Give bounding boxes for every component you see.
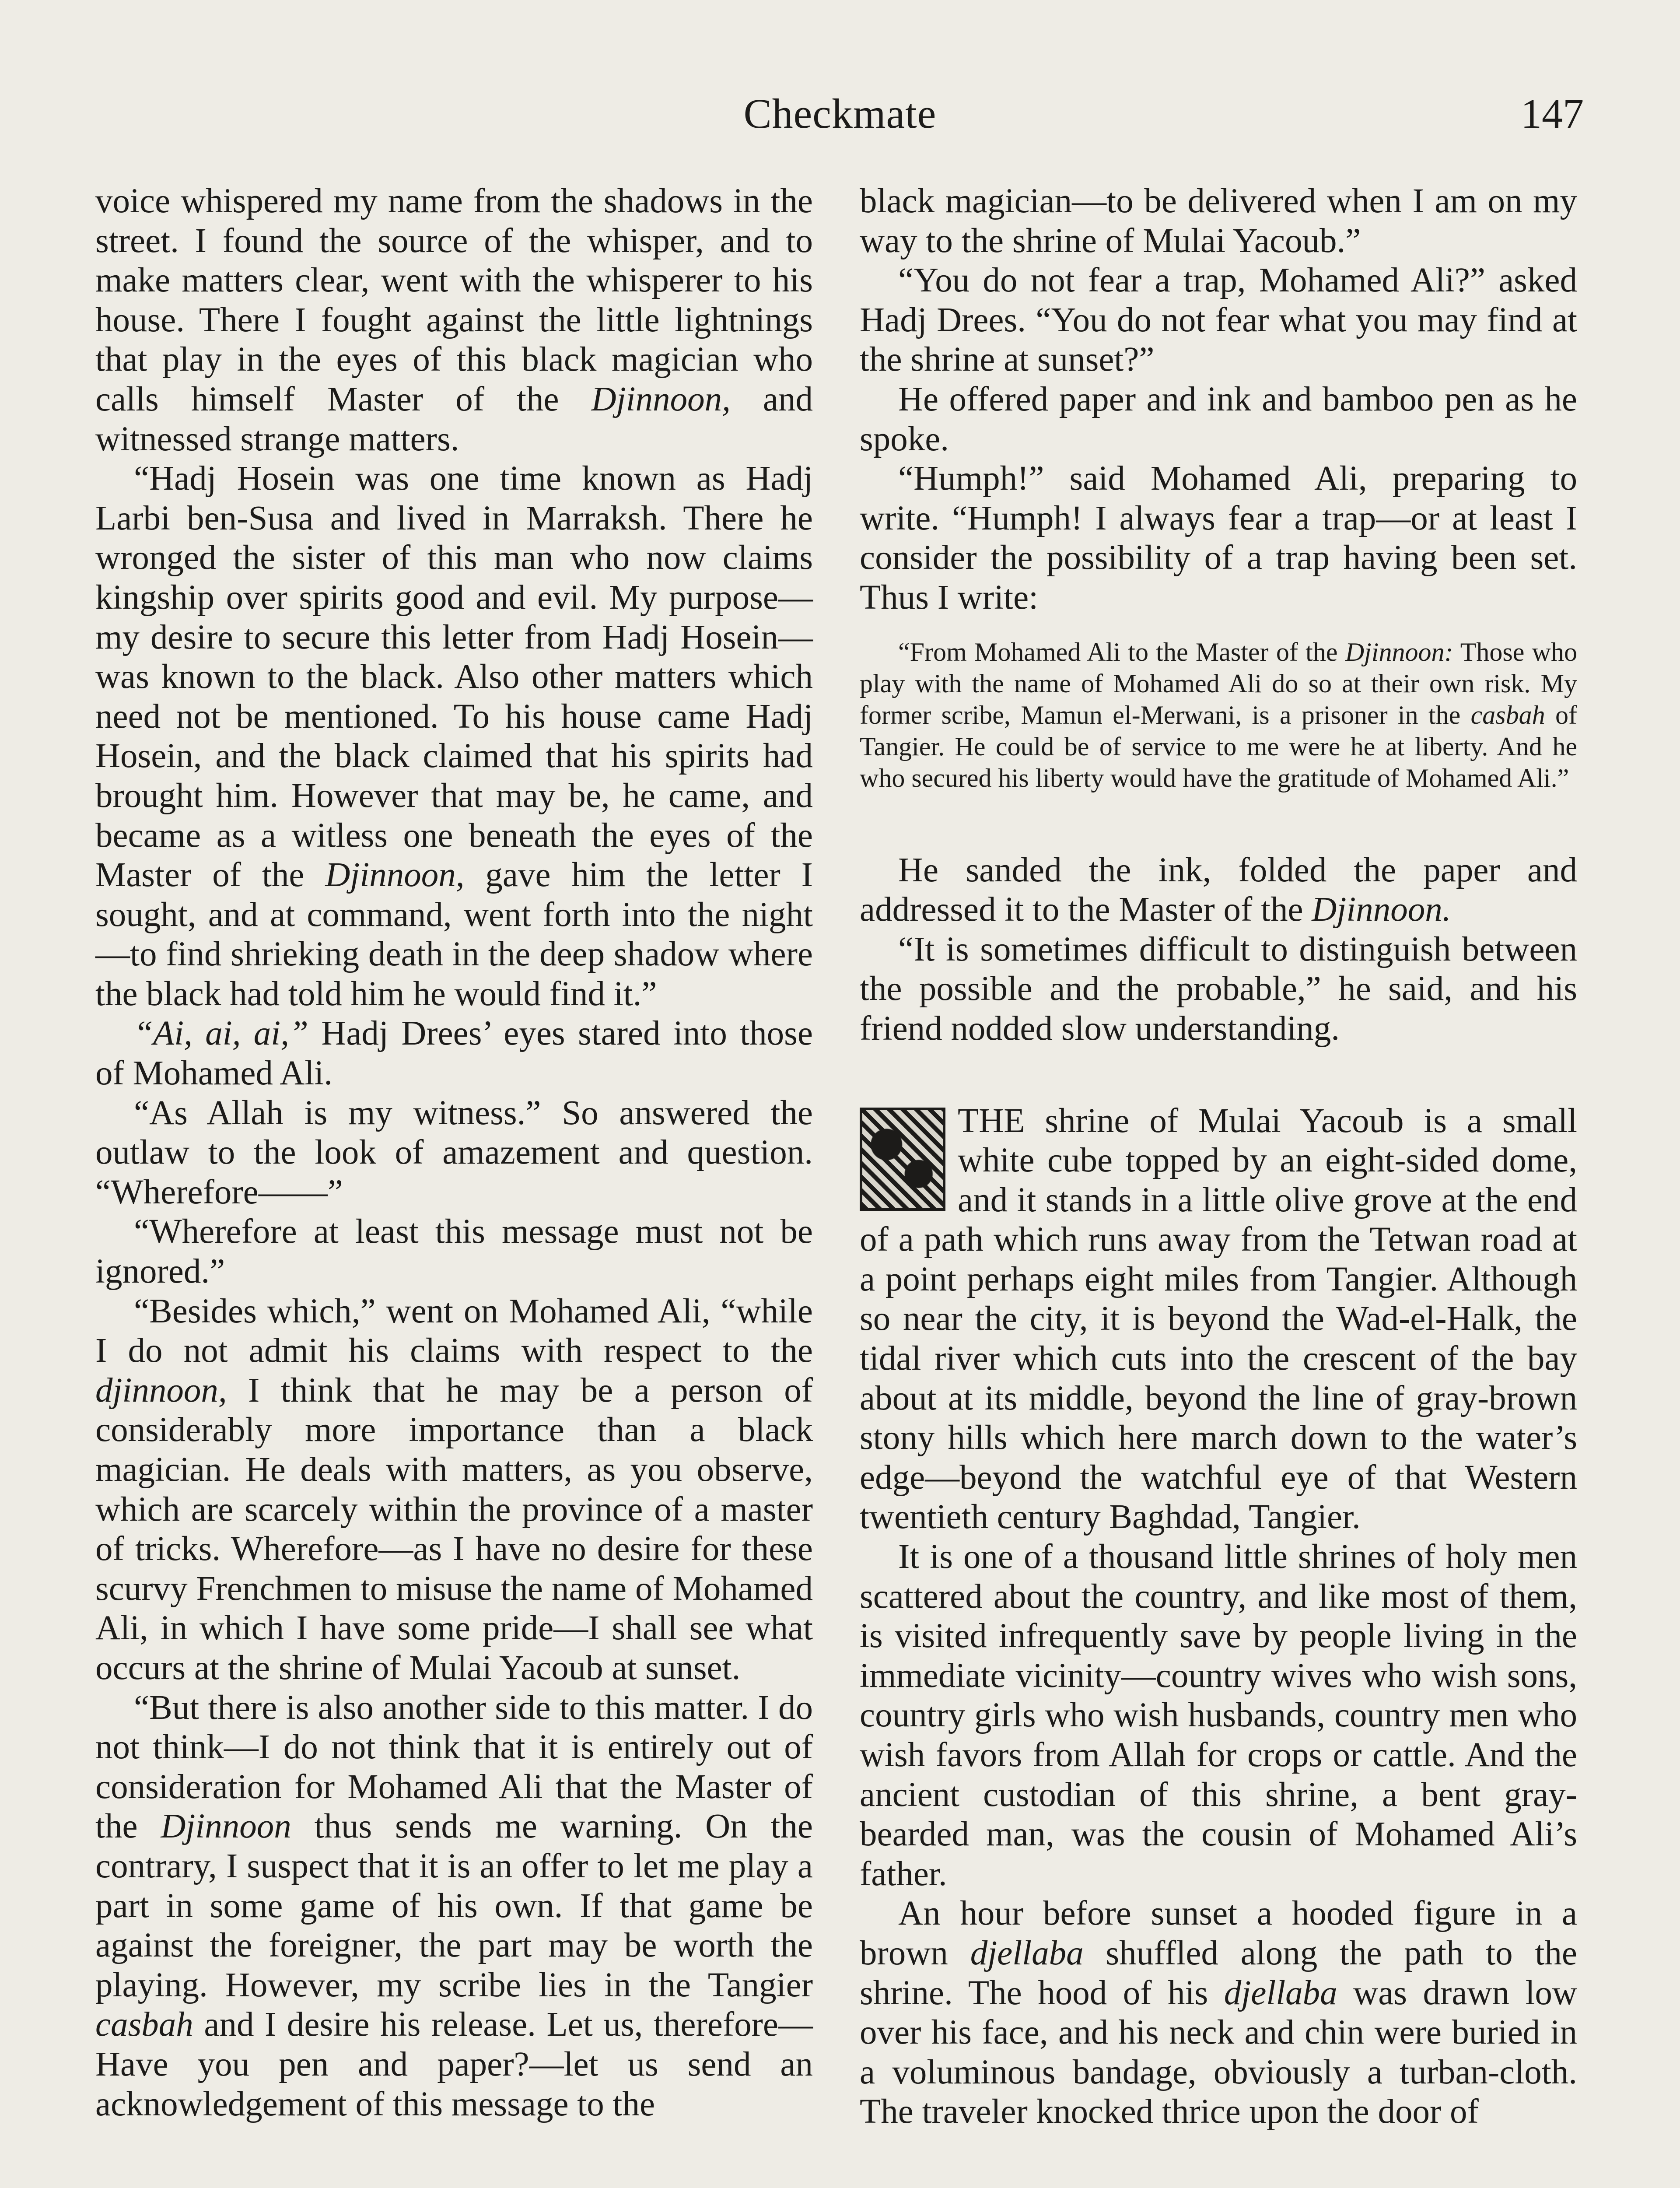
paragraph: “You do not fear a trap, Mohamed Ali?” asked Hadj Drees. “You do not fear what you may find at the shrine at sunset?” — [860, 261, 1577, 379]
paragraph: voice whispered my name from the shadows in the street. I found the source of the whisper, and to make matters clear, went with the whisperer to his house. There I fought against the little lightnings that play in the eyes of this black magician who calls himself Master of the Djinnoon, and witnessed strange matters. — [95, 182, 813, 458]
paragraph: “Wherefore at least this message must not be ignored.” — [95, 1213, 813, 1291]
paragraph: “As Allah is my witness.” So answered the outlaw to the look of amazement and question. “Wherefore——” — [95, 1094, 813, 1211]
quoted-letter: “From Mohamed Ali to the Master of the Djinnoon: Those who play with the name of Mohamed Ali do so at their own risk. My former scribe, Mamun el-Merwani, is a prisoner in the casbah of Tangier. He could be of service to me were he at liberty. And he who secured his liberty would have the gratitude of Mohamed Ali.” — [860, 637, 1577, 792]
paragraph: “Hadj Hosein was one time known as Hadj Larbi ben-Susa and lived in Marraksh. There he wronged the sister of this man who now claims kingship over spirits good and evil. My purpose—my desire to secure this letter from Hadj Hosein—was known to the black. Also other matters which need not be mentioned. To his house came Hadj Hosein, and the black claimed that his spirits had brought him. However that may be, he came, and became as a witless one beneath the eyes of the Master of the Djinnoon, gave him the letter I sought, and at command, went forth into the night—to find shrieking death in the deep shadow where the black had told him he would find it.” — [95, 459, 813, 1013]
paragraph: “It is sometimes difficult to distinguish between the possible and the probable,” he said, and his friend nodded slow understanding. — [860, 930, 1577, 1048]
page-header — [96, 85, 1584, 142]
right-column — [860, 182, 1577, 2132]
paragraph: black magician—to be delivered when I am on my way to the shrine of Mulai Yacoub.” — [860, 182, 1577, 260]
section-start — [860, 1101, 1577, 1538]
paragraph: THE shrine of Mulai Yacoub is a small white cube topped by an eight-sided dome, and it stands in a little olive grove at the end of a path which runs away from the Tetwan road at a point perhaps eight miles from Tangier. Although so near the city, it is beyond the Wad-el-Halk, the tidal river which cuts into the crescent of the bay about at its middle, beyond the line of gray-brown stony hills which here march down to the water’s edge—beyond the watchful eye of that Western twentieth century Baghdad, Tangier. — [860, 1101, 1577, 1536]
paragraph: “Besides which,” went on Mohamed Ali, “while I do not admit his claims with respect to the djinnoon, I think that he may be a person of considerably more importance than a black magician. He deals with matters, as you observe, which are scarcely within the province of a master of tricks. Wherefore—as I have no desire for these scurvy Frenchmen to misuse the name of Mohamed Ali, in which I have some pride—I shall see what occurs at the shrine of Mulai Yacoub at sunset. — [95, 1292, 813, 1687]
paragraph: It is one of a thousand little shrines of holy men scattered about the country, and like most of them, is visited infrequently save by people living in the immediate vicinity—country wives who wish sons, country girls who wish husbands, country men who wish favors from Allah for crops or cattle. And the ancient custodian of this shrine, a bent gray-bearded man, was the cousin of Mohamed Ali’s father. — [860, 1538, 1577, 1893]
paragraph: An hour before sunset a hooded figure in a brown djellaba shuffled along the path to the shrine. The hood of his djellaba was drawn low over his face, and his neck and chin were buried in a voluminous bandage, obviously a turban-cloth. The traveler knocked thrice upon the door of — [860, 1894, 1577, 2131]
ornament-icon — [860, 1108, 945, 1211]
paragraph: “Humph!” said Mohamed Ali, preparing to write. “Humph! I always fear a trap—or at least I consider the possibility of a trap having been set. Thus I write: — [860, 459, 1577, 617]
running-title: Checkmate — [743, 90, 937, 137]
paragraph: He sanded the ink, folded the paper and addressed it to the Master of the Djinnoon. — [860, 851, 1577, 929]
page-number: 147 — [1521, 90, 1584, 137]
left-column — [95, 182, 813, 2124]
paragraph: He offered paper and ink and bamboo pen as he spoke. — [860, 380, 1577, 458]
paragraph: “Ai, ai, ai,” Hadj Drees’ eyes stared into those of Mohamed Ali. — [95, 1014, 813, 1093]
paragraph: “But there is also another side to this matter. I do not think—I do not think that it is entirely out of consideration for Mohamed Ali that the Master of the Djinnoon thus sends me warning. On the contrary, I suspect that it is an offer to let me play a part in some game of his own. If that game be against the foreigner, the part may be worth the playing. However, my scribe lies in the Tangier casbah and I desire his release. Let us, therefore—Have you pen and paper?—let us send an acknowledgement of this message to the — [95, 1688, 813, 2123]
